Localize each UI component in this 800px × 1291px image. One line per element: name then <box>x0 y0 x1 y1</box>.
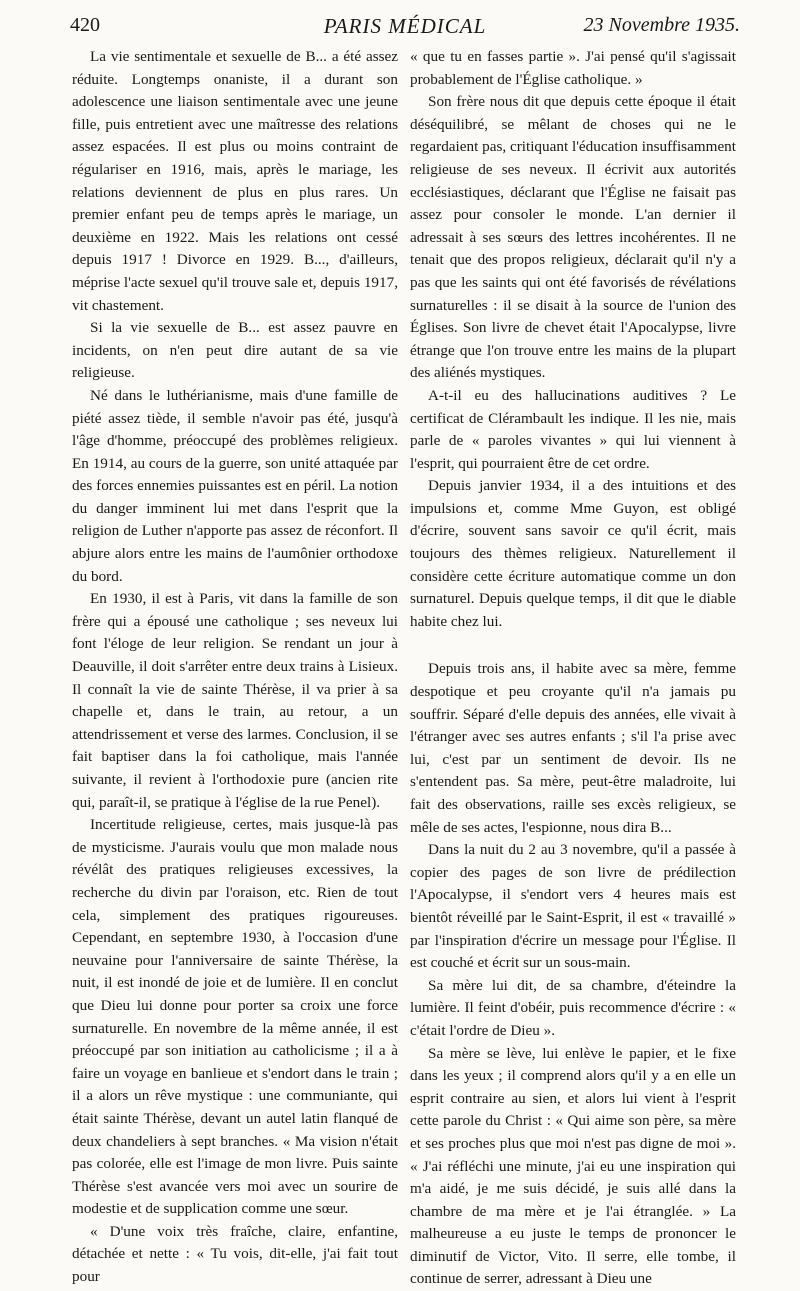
paragraph: « que tu en fasses partie ». J'ai pensé qu'il s'agissait probablement de l'Église catholique. » <box>410 48 736 88</box>
journal-title: PARIS MÉDICAL <box>323 14 487 38</box>
paragraph: Son frère nous dit que depuis cette époque il était déséquilibré, se mêlant de choses qui ne le regardaient pas, critiquant l'éducation insuffisamment religieuse de ses neveux. Il écrivit aux autorités ecclésiastiques, déclarant que l'Église ne faisait pas assez pour consoler le monde. L'an dernier il adressait à ses sœurs des lettres incohérentes. Il ne tenait que des propos religieux, déclarait qu'il n'y a pas que les saints qui ont été favorisés de révélations surnaturelles : il se disait à la source de l'union des Églises. Son livre de chevet était l'Apocalypse, livre étrange que l'on trouve entre les mains de la plupart des aliénés mystiques. <box>410 93 736 382</box>
left-column <box>72 46 398 1289</box>
paragraph: Incertitude religieuse, certes, mais jusque-là pas de mysticisme. J'aurais voulu que mon malade nous révélât des pratiques religieuses excessives, la recherche du divin par l'oraison, etc. Rien de tout cela, simplement des pratiques rigoureuses. Cependant, en septembre 1930, à l'occasion d'une neuvaine pour l'anniversaire de sainte Thérèse, la nuit, il est inondé de joie et de lumière. Il en conclut que Dieu lui donne pour porter sa croix une force surnaturelle. En novembre de la même année, il est préoccupé par son initiation au catholicisme ; il a à faire un voyage en banlieue et s'endort dans le train ; il a alors un rêve mystique : une communiante, qui était sainte Thérèse, devant un autel latin flanqué de deux chandeliers à sept branches. « Ma vision n'était pas colorée, elle est l'image de mon livre. Puis sainte Thérèse s'est avancée vers moi avec un sourire de modestie et de supplication comme une sœur. <box>72 816 398 1218</box>
section-gap <box>410 633 736 658</box>
issue-date: 23 Novembre 1935. <box>583 14 740 36</box>
page-number: 420 <box>70 14 100 36</box>
paragraph: La vie sentimentale et sexuelle de B... a été assez réduite. Longtemps onaniste, il a durant son adolescence une liaison sentimentale avec une jeune fille, puis entretient avec une maîtresse des relations assez espacées. Il est plus ou moins contraint de régulariser en 1916, mais, après le mariage, les relations deviennent de plus en plus rares. Un premier enfant peu de temps après le mariage, un deuxième en 1922. Mais les relations ont cessé depuis 1917 ! Divorce en 1929. B..., d'ailleurs, méprise l'acte sexuel qu'il trouve sale et, depuis 1917, vit chastement. <box>72 48 399 314</box>
paragraph: Sa mère lui dit, de sa chambre, d'éteindre la lumière. Il feint d'obéir, puis recommence d'écrire : « c'était l'ordre de Dieu ». <box>410 976 736 1039</box>
paragraph: Depuis janvier 1934, il a des intuitions et des impulsions et, comme Mme Guyon, est obligé d'écrire, souvent sans savoir ce qu'il écrit, mais toujours des thèmes religieux. Naturellement il considère cette écriture automatique comme un don surnaturel. Depuis quelque temps, il dit que le diable habite chez lui. <box>410 477 736 630</box>
paragraph: Dans la nuit du 2 au 3 novembre, qu'il a passée à copier des pages de son livre de prédilection l'Apocalypse, il s'endort vers 4 heures mais est bientôt réveillé par le Saint-Esprit, il est « travaillé » par l'inspiration d'écrire un message pour l'Église. Il est couché et écrit sur un sous-main. <box>410 841 736 972</box>
paragraph: Sa mère se lève, lui enlève le papier, et le fixe dans les yeux ; il comprend alors qu'il y a en elle un esprit contraire au sien, et alors lui vient à l'esprit cette parole du Christ : « Qui aime son père, sa mère et ses proches plus que moi n'est pas digne de moi ». « J'ai réfléchi une minute, j'ai eu une inspiration qui m'a aidé, je me suis décidé, je suis allé dans la chambre de ma mère et je l'ai étranglée. » La malheureuse a eu juste le temps de prononcer le diminutif de Victor, Vito. Il serre, elle tombe, il continue de serrer, adressant à Dieu une <box>410 1044 736 1288</box>
paragraph: Depuis trois ans, il habite avec sa mère, femme despotique et peu croyante qu'il n'a jamais pu souffrir. Séparé d'elle depuis des années, elle vivait à l'étranger avec ses autres enfants ; s'il l'a prise avec lui, c'est par un sentiment de devoir. Ils ne s'entendent pas. Sa mère, peut-être maladroite, lui fait des observations, raille ses excès religieux, se mêle de ses actes, l'espionne, nous dira B... <box>410 660 736 836</box>
right-column <box>410 46 736 1291</box>
paragraph: A-t-il eu des hallucinations auditives ? Le certificat de Clérambault les indique. Il les nie, mais parle de « paroles vivantes » qui lui viennent à l'esprit, qui pourraient être de cet ordre. <box>410 386 736 472</box>
page-header <box>70 10 740 40</box>
paragraph: En 1930, il est à Paris, vit dans la famille de son frère qui a épousé une catholique ; ses neveux lui font l'éloge de leur religion. Se rendant un jour à Deauville, il doit s'arrêter entre deux trains à Lisieux. Il connaît la vie de sainte Thérèse, il va prier à sa chapelle et, dans le train, au retour, a un attendrissement et verse des larmes. Conclusion, il se fait baptiser dans la foi catholique, mais l'année suivante, il revient à l'orthodoxie pure (ancien rite qui, paraît-il, se pratique à l'église de la rue Penel). <box>72 590 398 811</box>
paragraph: « D'une voix très fraîche, claire, enfantine, détachée et nette : « Tu vois, dit-elle, j'ai fait tout pour <box>72 1222 398 1286</box>
paragraph: Si la vie sexuelle de B... est assez pauvre en incidents, on n'en peut dire autant de sa vie religieuse. <box>72 319 398 382</box>
paragraph: Né dans le luthérianisme, mais d'une famille de piété assez tiède, il semble n'avoir pas été, jusqu'à l'âge d'homme, préoccupé des problèmes religieux. En 1914, au cours de la guerre, son unité attaquée par des forces ennemies puissantes est en péril. La notion du danger imminent lui met dans l'esprit que la religion de Luther n'apporte pas assez de réconfort. Il abjure alors entre les mains de l'aumônier orthodoxe du bord. <box>72 386 398 585</box>
